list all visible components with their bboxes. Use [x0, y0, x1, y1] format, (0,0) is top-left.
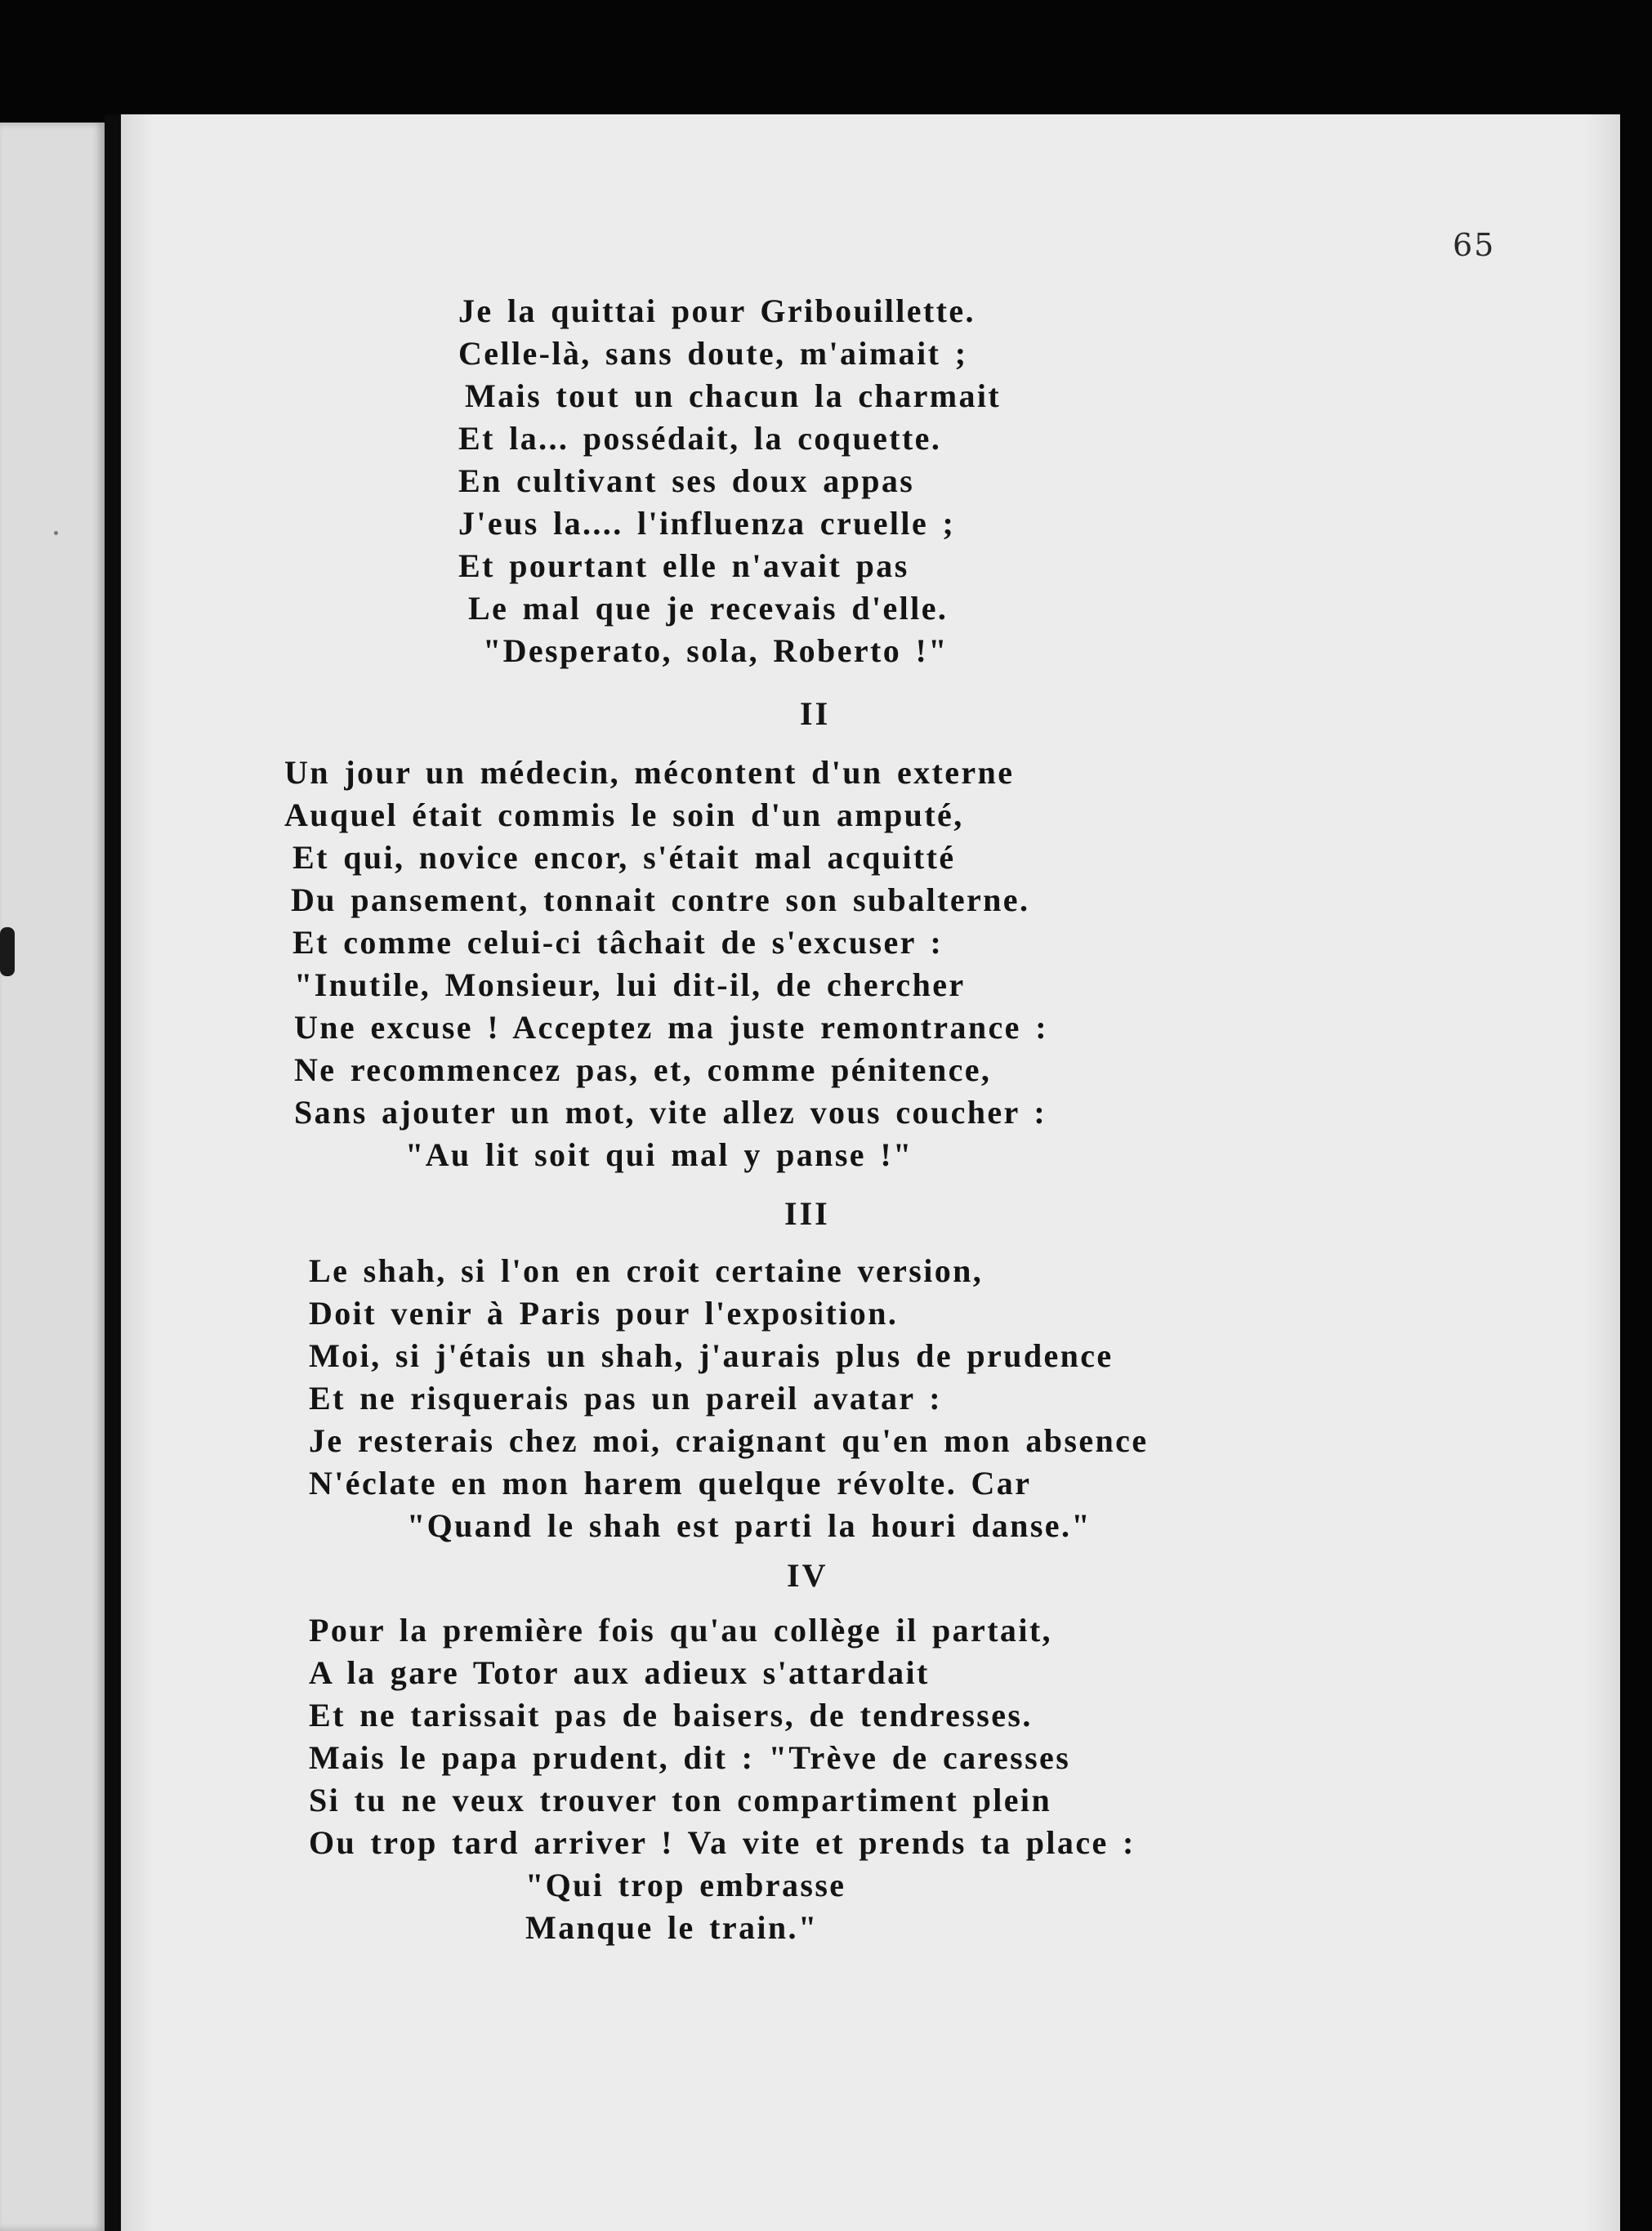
- verse-line: J'eus la.... l'influenza cruelle ;: [458, 505, 956, 542]
- stanza-4: [309, 1609, 1136, 1949]
- facing-page-ink-mark: [0, 927, 15, 976]
- verse-line: Une excuse ! Acceptez ma juste remontrance :: [294, 1009, 1048, 1046]
- verse-line: Ou trop tard arriver ! Va vite et prends ta place :: [309, 1824, 1136, 1861]
- verse-line: Sans ajouter un mot, vite allez vous coucher :: [294, 1094, 1047, 1131]
- verse-line: Moi, si j'étais un shah, j'aurais plus de prudence: [309, 1337, 1114, 1374]
- verse-line: Le mal que je recevais d'elle.: [468, 590, 949, 627]
- verse-line: Mais le papa prudent, dit : "Trève de caresses: [309, 1739, 1071, 1776]
- verse-line: Et qui, novice encor, s'était mal acquitté: [292, 839, 956, 876]
- verse-line: Auquel était commis le soin d'un amputé,: [284, 796, 964, 833]
- verse-line: Si tu ne veux trouver ton compartiment plein: [309, 1782, 1052, 1818]
- verse-line: "Inutile, Monsieur, lui dit-il, de chercher: [294, 966, 966, 1003]
- stanza-1: [458, 290, 1001, 672]
- verse-line: "Quand le shah est parti la houri danse.": [407, 1507, 1092, 1544]
- verse-line: En cultivant ses doux appas: [458, 462, 915, 499]
- section-numeral-2: II: [800, 695, 831, 732]
- verse-line: Je la quittai pour Gribouillette.: [458, 292, 976, 329]
- verse-line: Celle-là, sans doute, m'aimait ;: [458, 335, 968, 372]
- verse-line: Et comme celui-ci tâchait de s'excuser :: [292, 924, 944, 961]
- verse-line: Et ne risquerais pas un pareil avatar :: [309, 1380, 942, 1417]
- verse-line: "Desperato, sola, Roberto !": [483, 632, 949, 669]
- section-numeral-4: IV: [787, 1557, 828, 1594]
- verse-line: N'éclate en mon harem quelque révolte. Car: [309, 1465, 1032, 1501]
- verse-line: Le shah, si l'on en croit certaine version,: [309, 1252, 984, 1289]
- verse-line: "Qui trop embrasse: [525, 1867, 846, 1903]
- verse-line: Et ne tarissait pas de baisers, de tendresses.: [309, 1697, 1033, 1733]
- verse-line: Manque le train.": [525, 1909, 819, 1946]
- facing-page-speck: [54, 531, 58, 535]
- book-page: [121, 114, 1620, 2231]
- book-gutter: [105, 114, 121, 2231]
- stanza-3: [309, 1250, 1148, 1547]
- verse-line: Et pourtant elle n'avait pas: [458, 547, 909, 584]
- verse-line: Pour la première fois qu'au collège il partait,: [309, 1612, 1052, 1649]
- verse-line: Ne recommencez pas, et, comme pénitence,: [294, 1051, 992, 1088]
- verse-line: Du pansement, tonnait contre son subalterne.: [291, 881, 1030, 918]
- facing-page-edge: [0, 123, 105, 2231]
- verse-line: Mais tout un chacun la charmait: [465, 377, 1002, 414]
- section-numeral-3: III: [784, 1195, 830, 1232]
- verse-line: A la gare Totor aux adieux s'attardait: [309, 1654, 930, 1691]
- page-number: 65: [1453, 227, 1496, 263]
- verse-line: Je resterais chez moi, craignant qu'en mon absence: [309, 1422, 1149, 1459]
- stanza-2: [284, 752, 1048, 1176]
- verse-line: Doit venir à Paris pour l'exposition.: [309, 1295, 899, 1332]
- verse-line: Un jour un médecin, mécontent d'un externe: [284, 754, 1015, 791]
- verse-line: "Au lit soit qui mal y panse !": [405, 1136, 913, 1173]
- verse-line: Et la... possédait, la coquette.: [458, 420, 942, 457]
